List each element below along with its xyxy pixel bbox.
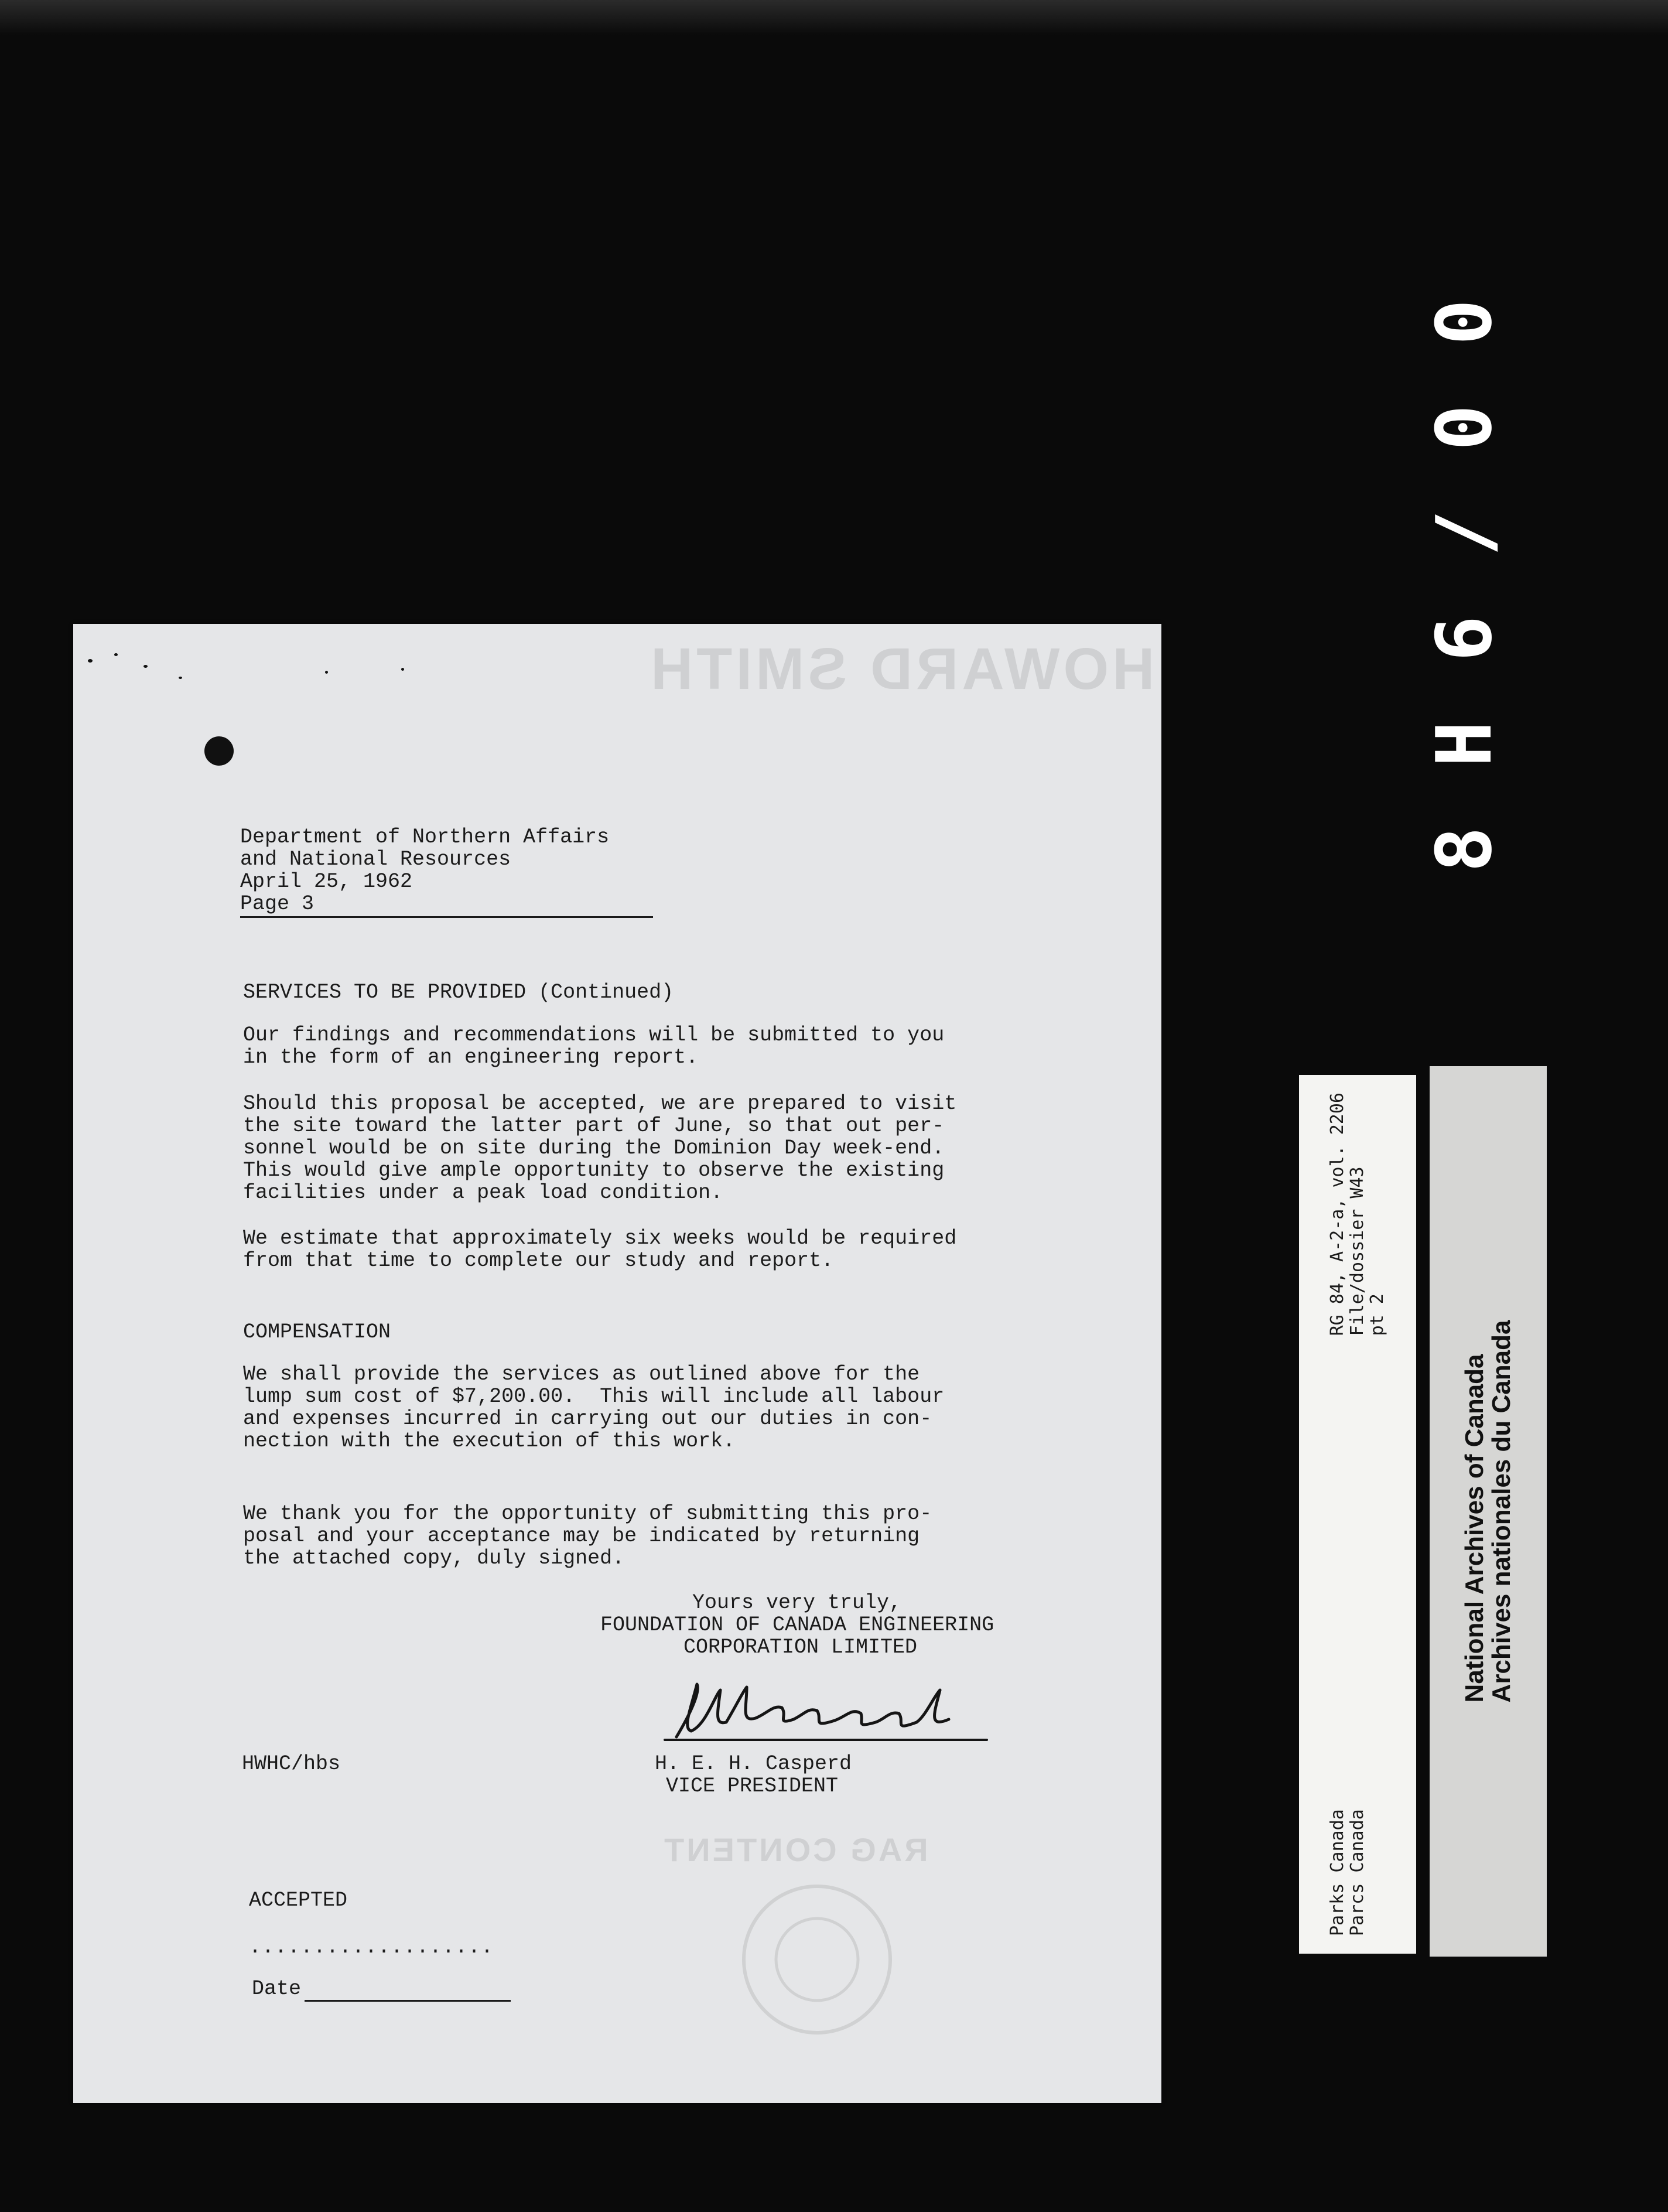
paragraph-line: sonnel would be on site during the Dominion Day week-end.: [243, 1136, 945, 1160]
archive-reference-line: pt 2: [1367, 1293, 1387, 1336]
paragraph-line: the site toward the latter part of June, so that out per-: [243, 1114, 945, 1138]
paragraph-line: from that time to complete our study and report.: [243, 1249, 834, 1272]
paragraph-line: We estimate that approximately six weeks would be required: [243, 1227, 957, 1250]
frame-digit: H: [1420, 721, 1509, 767]
paragraph-line: We shall provide the services as outlined above for the: [243, 1363, 920, 1386]
paragraph-line: Should this proposal be accepted, we are prepared to visit: [243, 1092, 957, 1115]
recipient-line: Department of Northern Affairs: [240, 825, 610, 849]
paragraph-line: the attached copy, duly signed.: [243, 1547, 625, 1570]
frame-digit: 0: [1420, 299, 1509, 346]
date-label: Date: [252, 1977, 302, 2001]
paragraph-line: We thank you for the opportunity of submitting this pro-: [243, 1502, 932, 1525]
paragraph-line: and expenses incurred in carrying out our duties in con-: [243, 1407, 932, 1431]
date-line: [305, 2000, 511, 2002]
frame-digit: 0: [1420, 404, 1509, 451]
paragraph-line: nection with the execution of this work.: [243, 1429, 736, 1453]
signature: [659, 1672, 999, 1749]
reference-initials: HWHC/hbs: [242, 1752, 341, 1776]
speck: [325, 671, 328, 674]
page-number: Page 3: [240, 892, 315, 916]
agency-line: Parcs Canada: [1347, 1809, 1368, 1936]
signatory-name: H. E. H. Casperd: [655, 1752, 852, 1776]
signature-dots: ...................: [249, 1936, 494, 1959]
paragraph-line: posal and your acceptance may be indicated by returning: [243, 1524, 920, 1548]
speck: [179, 677, 182, 679]
punch-hole: [204, 736, 234, 766]
closing-salutation: Yours very truly,: [692, 1591, 902, 1614]
scan-edge: [0, 0, 1668, 35]
archive-reference-line: File/dossier W43: [1347, 1166, 1368, 1336]
frame-digit: 6: [1420, 615, 1509, 662]
paragraph-line: Our findings and recommendations will be submitted to you: [243, 1023, 945, 1047]
embossed-seal: [735, 1878, 899, 2042]
letter-page: [73, 624, 1161, 2103]
section-heading: COMPENSATION: [243, 1320, 391, 1344]
frame-digit: /: [1420, 510, 1509, 557]
film-frame-number: [1394, 269, 1534, 902]
frame-digit: 8: [1420, 826, 1509, 873]
paragraph-line: in the form of an engineering report.: [243, 1046, 699, 1069]
archives-title-fr: Archives nationales du Canada: [1487, 1320, 1516, 1703]
company-name: CORPORATION LIMITED: [683, 1636, 918, 1659]
letter-date: April 25, 1962: [240, 870, 413, 893]
page-underline: [240, 916, 653, 918]
section-heading: SERVICES TO BE PROVIDED (Continued): [243, 981, 674, 1004]
paragraph-line: facilities under a peak load condition.: [243, 1181, 723, 1204]
speck: [114, 653, 118, 656]
speck: [88, 659, 93, 663]
archives-title-en: National Archives of Canada: [1460, 1354, 1489, 1703]
accepted-heading: ACCEPTED: [249, 1889, 348, 1912]
archive-reference-line: RG 84, A-2-a, vol. 2206: [1327, 1093, 1348, 1336]
speck: [401, 668, 404, 671]
company-name: FOUNDATION OF CANADA ENGINEERING: [600, 1613, 994, 1637]
agency-line: Parks Canada: [1327, 1809, 1348, 1936]
signatory-title: VICE PRESIDENT: [666, 1774, 839, 1798]
archive-reference-label: [1299, 1075, 1416, 1954]
recipient-line: and National Resources: [240, 848, 511, 871]
speck: [143, 665, 148, 668]
paragraph-line: This would give ample opportunity to observe the existing: [243, 1159, 945, 1182]
watermark-ghost: RAG CONTENT: [662, 1831, 928, 1868]
letterhead-ghost: HOWARD SMITH: [647, 636, 1155, 702]
national-archives-strip: [1430, 1066, 1547, 1957]
paragraph-line: lump sum cost of $7,200.00. This will include all labour: [243, 1385, 945, 1408]
